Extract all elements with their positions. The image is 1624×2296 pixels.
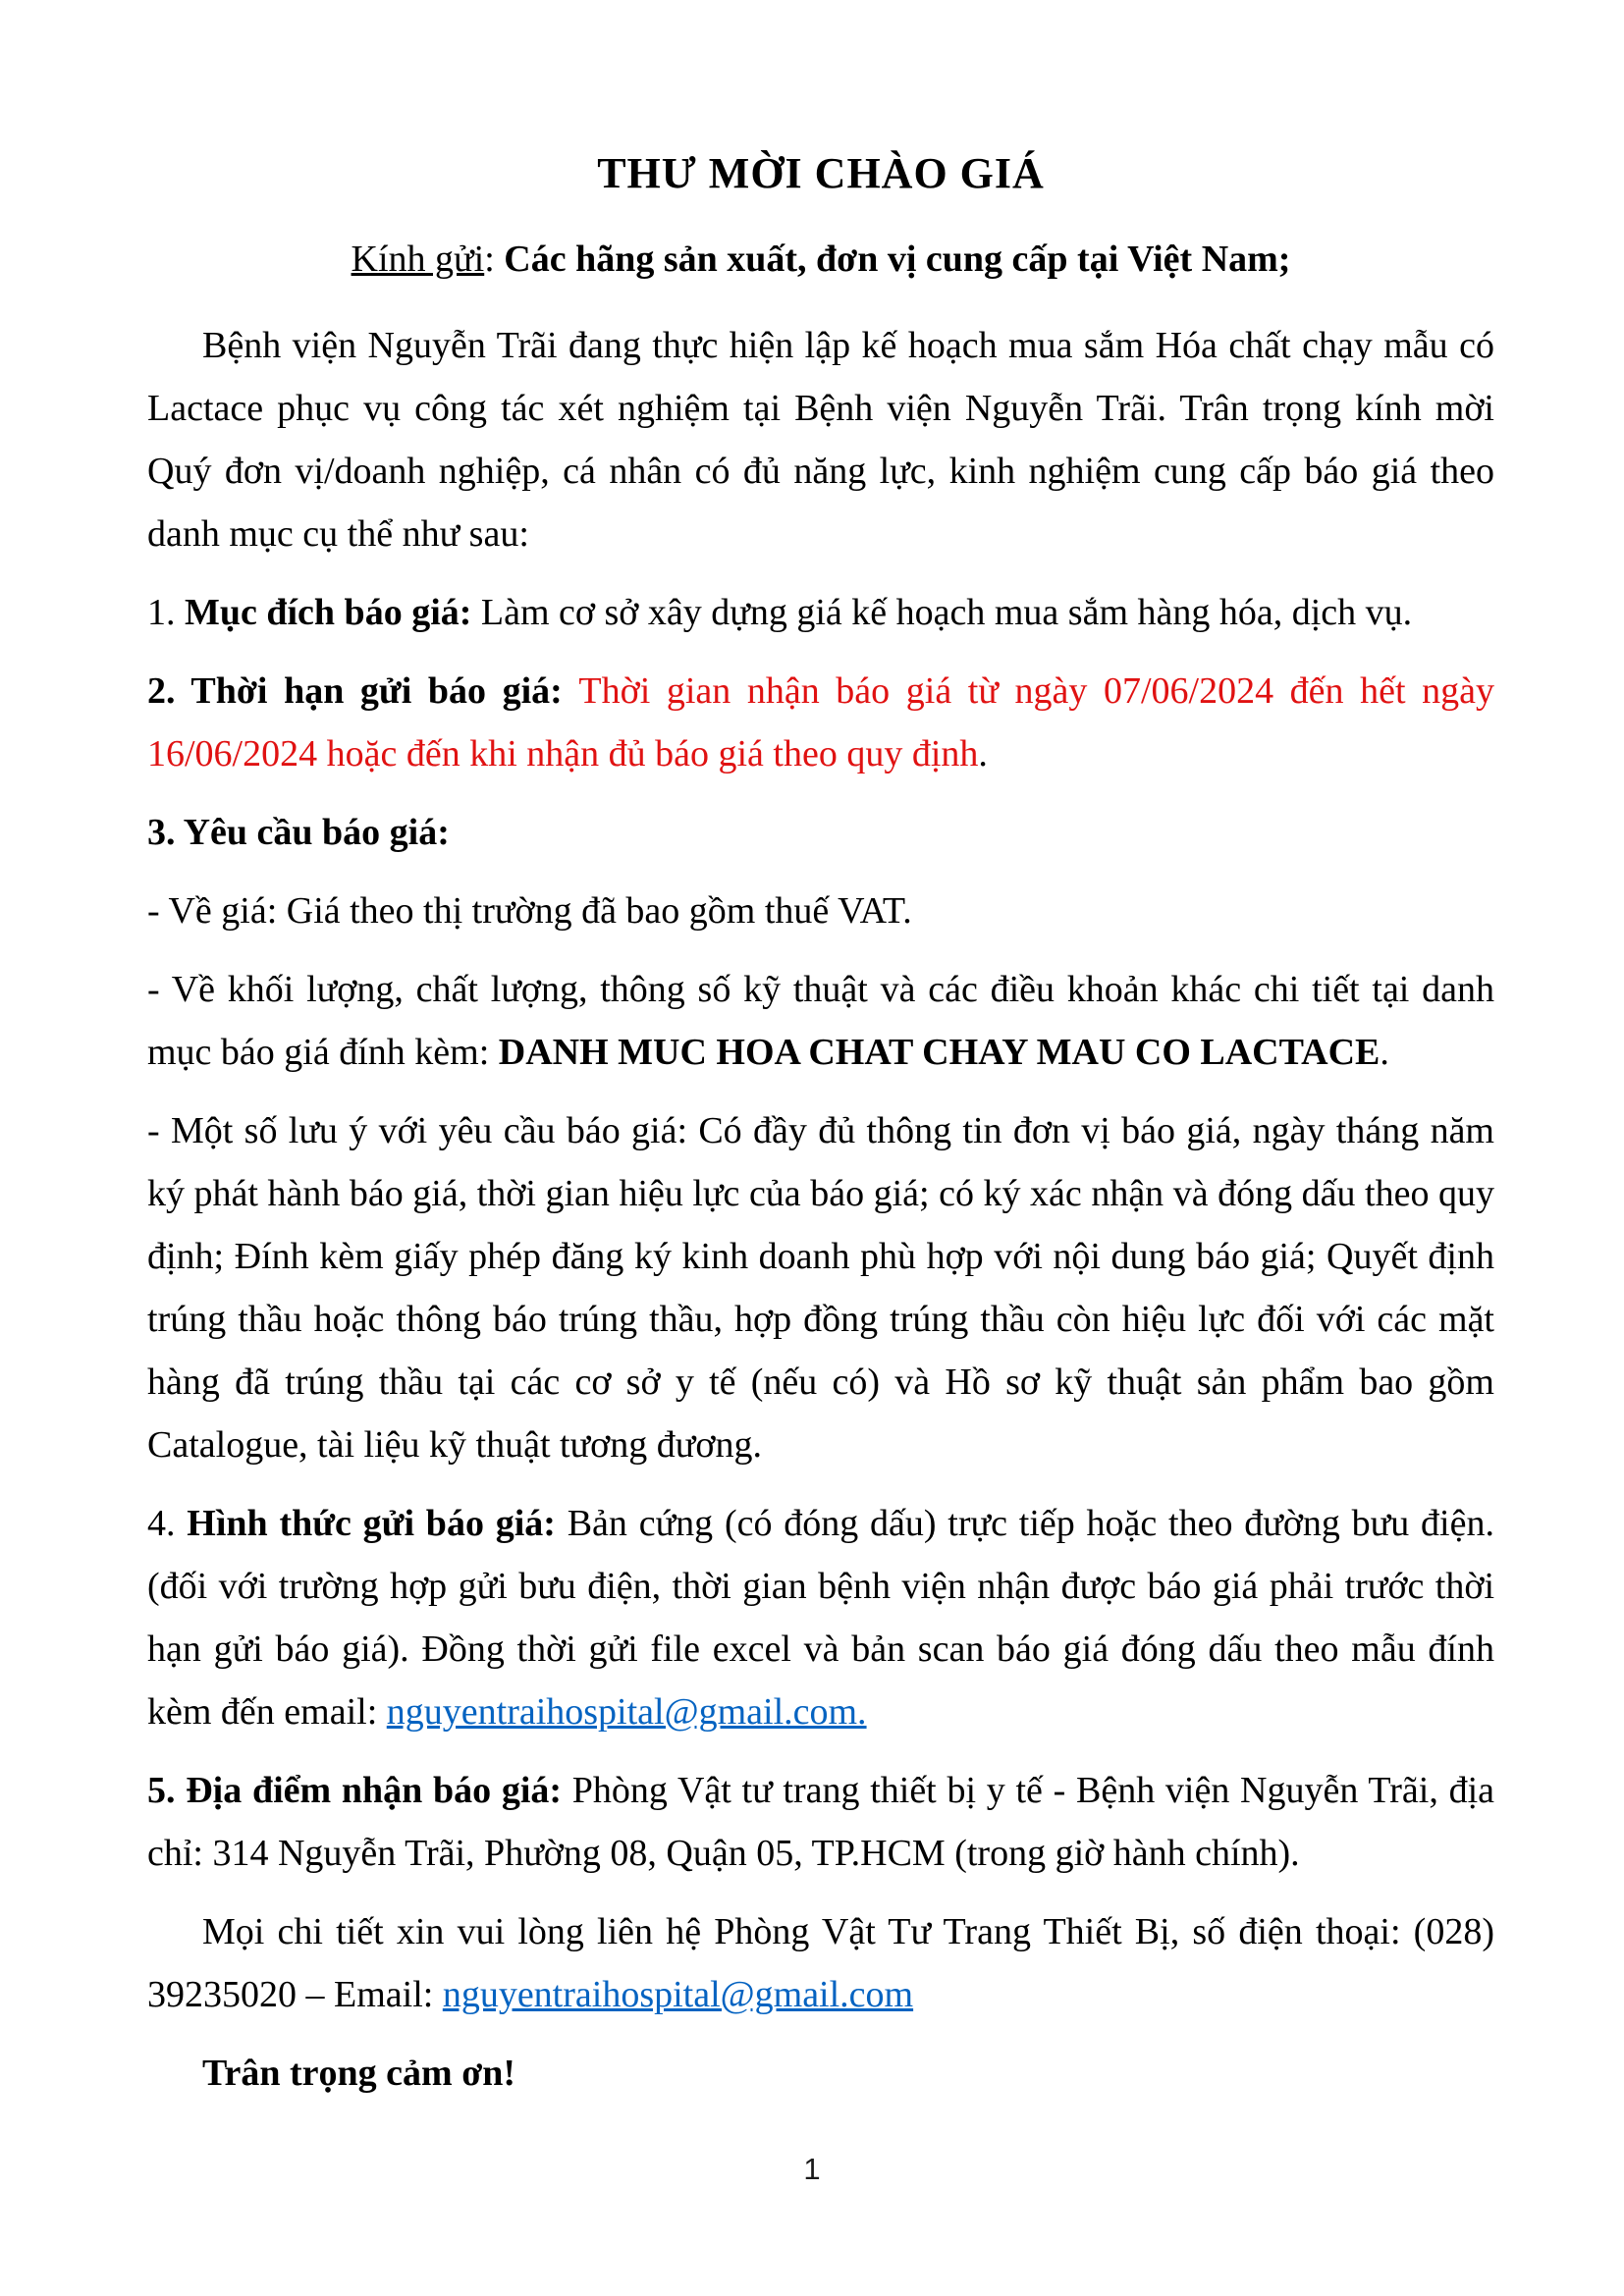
section-5-address	[147, 1759, 1494, 1885]
section-3-bullet-specs	[147, 958, 1494, 1084]
section-4-body: Bản cứng (có đóng dấu) trực tiếp hoặc theo đường bưu điện. (đối với trường hợp gửi bưu điện, thời gian bệnh viện nhận được báo giá phải trước thời hạn gửi báo giá). Đồng thời gửi file excel và bản scan báo giá đóng dấu theo mẫu đính kèm đến email:	[147, 1503, 1494, 1733]
section-1-body: Làm cơ sở xây dựng giá kế hoạch mua sắm hàng hóa, dịch vụ.	[471, 592, 1413, 633]
attachment-list-name: DANH MUC HOA CHAT CHAY MAU CO LACTACE	[498, 1032, 1380, 1073]
section-1-heading: Mục đích báo giá:	[185, 592, 472, 633]
intro-paragraph: Bệnh viện Nguyễn Trãi đang thực hiện lập kế hoạch mua sắm Hóa chất chạy mẫu có Lactace phục vụ công tác xét nghiệm tại Bệnh viện Nguyễn Trãi. Trân trọng kính mời Quý đơn vị/doanh nghiệp, cá nhân có đủ năng lực, kinh nghiệm cung cấp báo giá theo danh mục cụ thể như sau:	[147, 325, 1494, 555]
section-5-heading: 5. Địa điểm nhận báo giá:	[147, 1770, 572, 1811]
section-4-number: 4.	[147, 1503, 188, 1544]
section-3-bullet-price: - Về giá: Giá theo thị trường đã bao gồm thuế VAT.	[147, 890, 912, 932]
section-4-heading: Hình thức gửi báo giá:	[187, 1503, 556, 1544]
document-title: THƯ MỜI CHÀO GIÁ	[597, 149, 1045, 197]
contact-text: Mọi chi tiết xin vui lòng liên hệ Phòng Vật Tư Trang Thiết Bị, số điện thoại: (028) 39235020 – Email:	[147, 1911, 1494, 2015]
section-2-deadline	[147, 660, 1494, 785]
salutation-recipient: Các hãng sản xuất, đơn vị cung cấp tại Việt Nam;	[504, 239, 1291, 280]
salutation-colon: :	[484, 239, 505, 280]
bullet-specs-period: .	[1380, 1032, 1389, 1073]
section-1-purpose	[147, 581, 1494, 644]
section-3-bullet-notes: - Một số lưu ý với yêu cầu báo giá: Có đầy đủ thông tin đơn vị báo giá, ngày tháng năm ký phát hành báo giá, thời gian hiệu lực của báo giá; có ký xác nhận và đóng dấu theo quy định; Đính kèm giấy phép đăng ký kinh doanh phù hợp với nội dung báo giá; Quyết định trúng thầu hoặc thông báo trúng thầu, hợp đồng trúng thầu còn hiệu lực đối với các mặt hàng đã trúng thầu tại các cơ sở y tế (nếu có) và Hồ sơ kỹ thuật sản phẩm bao gồm Catalogue, tài liệu kỹ thuật tương đương.	[147, 1110, 1494, 1466]
page-number: 1	[803, 2152, 821, 2186]
section-2-heading: 2. Thời hạn gửi báo giá:	[147, 670, 579, 712]
email-link[interactable]: nguyentraihospital@gmail.com.	[386, 1691, 867, 1733]
salutation-greeting: Kính gửi	[351, 239, 485, 280]
section-3-heading-line	[147, 801, 1494, 864]
section-2-deadline-text: Thời gian nhận báo giá từ ngày 07/06/2024 đến hết ngày 16/06/2024 hoặc đến khi nhận đủ báo giá theo quy định	[147, 670, 1494, 774]
section-1-number: 1.	[147, 592, 185, 633]
closing-thanks: Trân trọng cảm ơn!	[202, 2053, 516, 2094]
salutation-line	[147, 228, 1494, 291]
bullet-specs-text: - Về khối lượng, chất lượng, thông số kỹ thuật và các điều khoản khác chi tiết tại danh mục báo giá đính kèm:	[147, 969, 1494, 1073]
section-3-heading: 3. Yêu cầu báo giá:	[147, 812, 450, 853]
contact-email-link[interactable]: nguyentraihospital@gmail.com	[442, 1974, 914, 2015]
section-2-period: .	[978, 733, 988, 774]
section-4-delivery-method	[147, 1492, 1494, 1743]
contact-paragraph	[147, 1900, 1494, 2026]
section-5-body: Phòng Vật tư trang thiết bị y tế - Bệnh viện Nguyễn Trãi, địa chỉ: 314 Nguyễn Trãi, Phường 08, Quận 05, TP.HCM (trong giờ hành chính).	[147, 1770, 1494, 1874]
